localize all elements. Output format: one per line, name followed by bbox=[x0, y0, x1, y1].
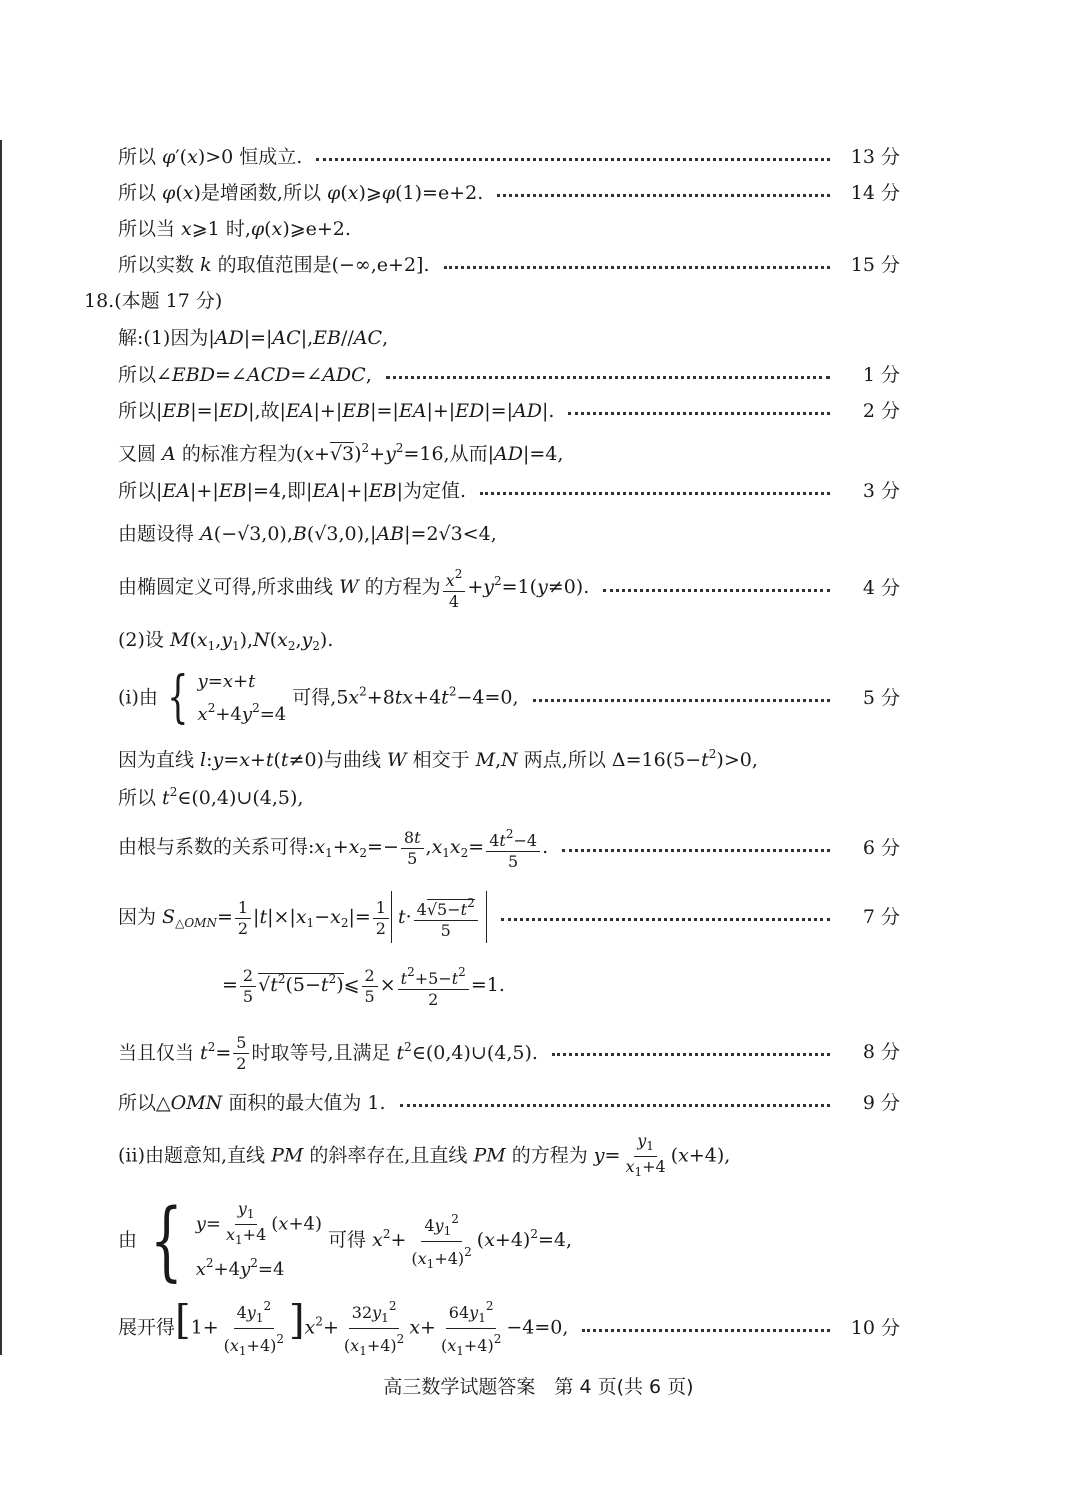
score-label: 4 分 bbox=[862, 577, 900, 599]
line-text: 所以 φ(x)是增函数,所以 φ(x)⩾φ(1)=e+2. bbox=[118, 182, 484, 204]
leader-dots bbox=[533, 699, 830, 702]
line-text: (i)由 { y=x+t $x^2+4y^2=4$ 可得$,5x^2+8tx+4t^2-4=0$, bbox=[118, 665, 519, 730]
score-label: 3 分 bbox=[862, 480, 900, 502]
line-text: 所以|EA|+|EB|=4,即|EA|+|EB|为定值. bbox=[118, 480, 467, 502]
heading-text: 18.(本题 17 分) bbox=[84, 290, 223, 312]
score-label: 10 分 bbox=[850, 1317, 900, 1339]
leader-dots bbox=[603, 589, 830, 592]
line-text: 所以实数 k 的取值范围是(−∞,e+2]. bbox=[118, 254, 430, 276]
line-text: 因为 $S_{\triangle OMN}=$ $\frac{1}{2}$ $|t|\times|x_1-x_2|=$ $\frac{1}{2}$ t · $\frac{4√5-t^2}{5}$ bbox=[118, 891, 487, 943]
line-text: (ii)由题意知,直线 PM 的斜率存在,且直线 PM 的方程为 y= $\frac{y_1}{x_1+4}$ (x+4), bbox=[118, 1130, 731, 1179]
line-14 bbox=[118, 176, 900, 210]
line-3 bbox=[118, 474, 900, 508]
line-text: 展开得[1+ $\frac{4y_1^2}{(x_1+4)^2}$ ]$x^2+$ $\frac{32y_1^2}{(x_1+4)^2}$ x+ $\frac{64y_1^2}{(x_1+4)^2}$ −4=0, bbox=[118, 1297, 569, 1358]
line-text: 所以 φ′(x)>0 恒成立. bbox=[118, 146, 303, 168]
line-text: 因为直线 l:y=x+t(t≠0)与曲线 W 相交于 M,N 两点,所以 $\Delta=16(5-t^2)>0$, bbox=[118, 747, 758, 771]
line-plain bbox=[118, 517, 900, 551]
line-text: 所以△OMN 面积的最大值为 1. bbox=[118, 1092, 386, 1114]
line-6 bbox=[118, 818, 900, 878]
leader-dots bbox=[400, 1104, 831, 1107]
line-text: 所以∠EBD=∠ACD=∠ADC, bbox=[118, 364, 372, 386]
line-plain bbox=[118, 434, 900, 468]
line-text: 由 { y= $\frac{y_1}{x_1+4}$ (x+4) $x^2+4y^2=4$ 可得 $x^2+$ $\frac{4y_1^2}{(x_1+4)^2}$ $(x+4)^2=4$, bbox=[118, 1191, 573, 1291]
score-label: 2 分 bbox=[862, 400, 900, 422]
line-plain bbox=[118, 626, 900, 660]
line-9 bbox=[118, 1086, 900, 1120]
line-1 bbox=[118, 358, 900, 392]
line-text: 所以 $t^2\in(0,4)\cup(4,5)$, bbox=[118, 785, 304, 809]
line-text: 由根与系数的关系可得$:x_1+x_2=-$ $\frac{8t}{5}$ $,x_1x_2=$ $\frac{4t^2-4}{5}$ . bbox=[118, 824, 548, 872]
line-15 bbox=[118, 248, 900, 282]
line-text: 由题设得 A(−√3,0),B(√3,0),|AB|=2√3<4, bbox=[118, 523, 497, 545]
line-plain bbox=[118, 1191, 900, 1291]
line-8 bbox=[118, 1022, 900, 1082]
line-text: 所以|EB|=|ED|,故|EA|+|EB|=|EA|+|ED|=|AD|. bbox=[118, 400, 555, 422]
line-plain bbox=[118, 778, 900, 812]
line-text: 由椭圆定义可得,所求曲线 W 的方程为 $\frac{x^2}{4}$ $+y^2=1(y\ne 0)$. bbox=[118, 564, 589, 612]
leader-dots bbox=[386, 376, 830, 379]
score-label: 15 分 bbox=[850, 254, 900, 276]
binding-line bbox=[0, 140, 2, 1355]
line-plain bbox=[118, 212, 900, 246]
line-plain bbox=[222, 956, 722, 1016]
line-plain bbox=[118, 740, 900, 774]
line-2 bbox=[118, 394, 900, 428]
score-label: 1 分 bbox=[862, 364, 900, 386]
score-label: 13 分 bbox=[850, 146, 900, 168]
leader-dots bbox=[568, 412, 830, 415]
leader-dots bbox=[497, 194, 830, 197]
score-label: 8 分 bbox=[862, 1041, 900, 1063]
line-text: = $\frac{2}{5}$ $√t^2(5-t^2)⩽$ $\frac{2}{5}$ × $\frac{t^2+5-t^2}{2}$ =1. bbox=[222, 962, 505, 1010]
line-4 bbox=[118, 558, 900, 618]
score-label: 14 分 bbox=[850, 182, 900, 204]
leader-dots bbox=[552, 1053, 830, 1056]
page-footer: 高三数学试题答案 第 4 页(共 6 页) bbox=[383, 1376, 694, 1398]
line-5 bbox=[118, 665, 900, 730]
line-text: 解:(1)因为|AD|=|AC|,EB//AC, bbox=[118, 327, 389, 349]
leader-dots bbox=[480, 492, 830, 495]
leader-dots bbox=[501, 918, 830, 921]
line-text: (2)设 $M(x_1,y_1),N(x_2,y_2)$. bbox=[118, 629, 334, 653]
leader-dots bbox=[582, 1329, 830, 1332]
leader-dots bbox=[562, 849, 830, 852]
line-text: 又圆 A 的标准方程为$(x+√3)^2+y^2=16$,从而|AD|=4, bbox=[118, 441, 564, 465]
line-text: 所以当 x⩾1 时,φ(x)⩾e+2. bbox=[118, 218, 351, 240]
line-13 bbox=[118, 140, 900, 174]
leader-dots bbox=[316, 158, 830, 161]
score-label: 5 分 bbox=[862, 687, 900, 709]
question-heading bbox=[84, 284, 866, 318]
score-label: 9 分 bbox=[862, 1092, 900, 1114]
score-label: 6 分 bbox=[862, 837, 900, 859]
score-label: 7 分 bbox=[862, 906, 900, 928]
line-plain bbox=[118, 321, 900, 355]
line-text: 当且仅当 $t^2=$ $\frac{5}{2}$ 时取等号,且满足 $t^2\in(0,4)\cup(4,5)$. bbox=[118, 1033, 538, 1074]
leader-dots bbox=[444, 266, 830, 269]
line-10 bbox=[118, 1298, 900, 1358]
line-plain bbox=[118, 1126, 900, 1186]
line-7 bbox=[118, 887, 900, 947]
